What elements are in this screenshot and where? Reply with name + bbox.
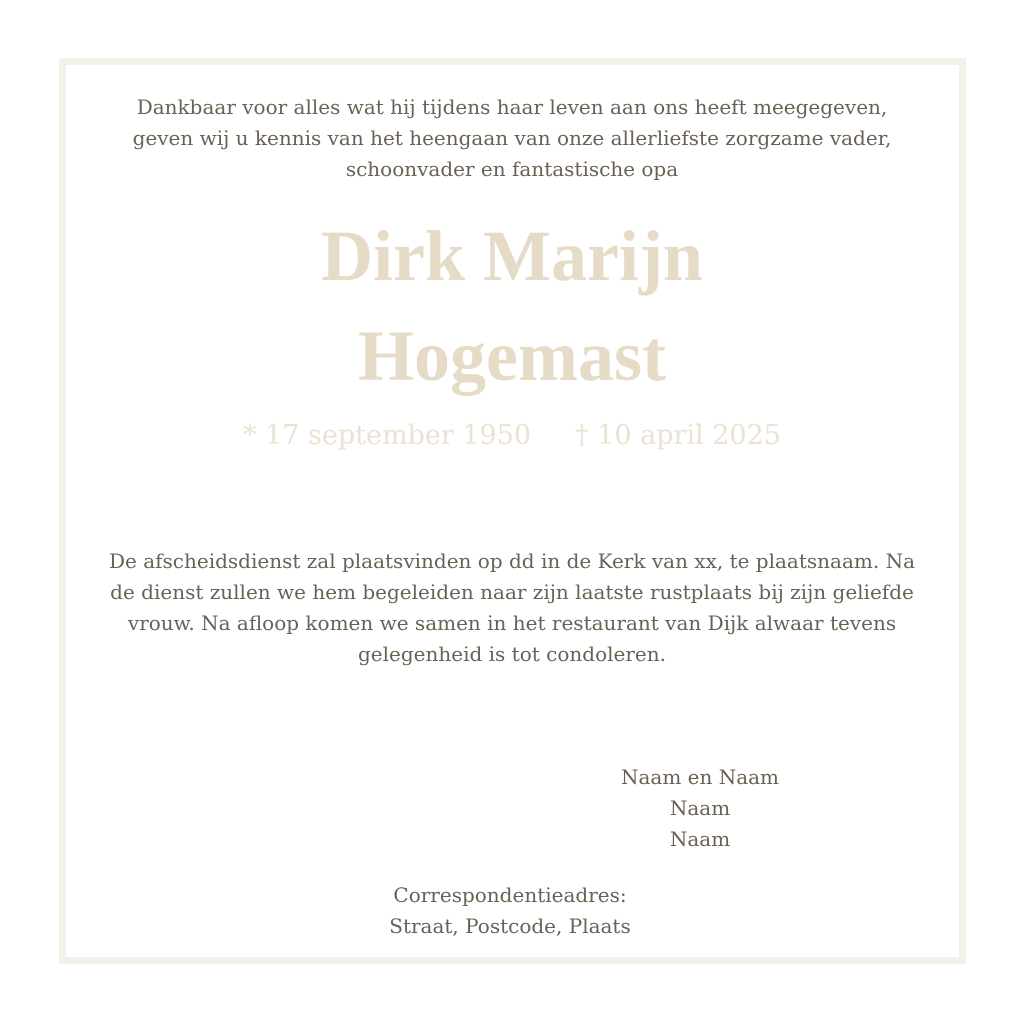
signers	[560, 762, 840, 855]
service-text	[84, 546, 940, 670]
address-label: Correspondentieadres:	[393, 883, 627, 907]
intro-line: Dankbaar voor alles wat hij tijdens haar leven aan ons heeft meegegeven,	[136, 95, 888, 119]
birth-date: * 17 september 1950	[243, 420, 532, 451]
signer-line: Naam en Naam	[620, 765, 780, 789]
service-line: gelegenheid is tot condoleren.	[358, 642, 666, 666]
signer-line: Naam	[669, 796, 731, 820]
deceased-last-name: Hogemast	[358, 316, 666, 396]
intro-line: geven wij u kennis van het heengaan van onze allerliefste zorgzame vader,	[132, 126, 892, 150]
signer-line: Naam	[669, 827, 731, 851]
deceased-first-names: Dirk Marijn	[321, 216, 703, 296]
address-value: Straat, Postcode, Plaats	[389, 914, 631, 938]
intro-line: schoonvader en fantastische opa	[345, 157, 679, 181]
correspondence-address	[360, 880, 660, 942]
death-date: † 10 april 2025	[575, 420, 781, 451]
service-line: de dienst zullen we hem begeleiden naar zijn laatste rustplaats bij zijn geliefde	[110, 580, 914, 604]
intro-text	[80, 92, 944, 185]
life-dates	[80, 418, 944, 454]
service-line: De afscheidsdienst zal plaatsvinden op dd in de Kerk van xx, te plaatsnaam. Na	[108, 549, 915, 573]
service-line: vrouw. Na afloop komen we samen in het restaurant van Dijk alwaar tevens	[127, 611, 897, 635]
